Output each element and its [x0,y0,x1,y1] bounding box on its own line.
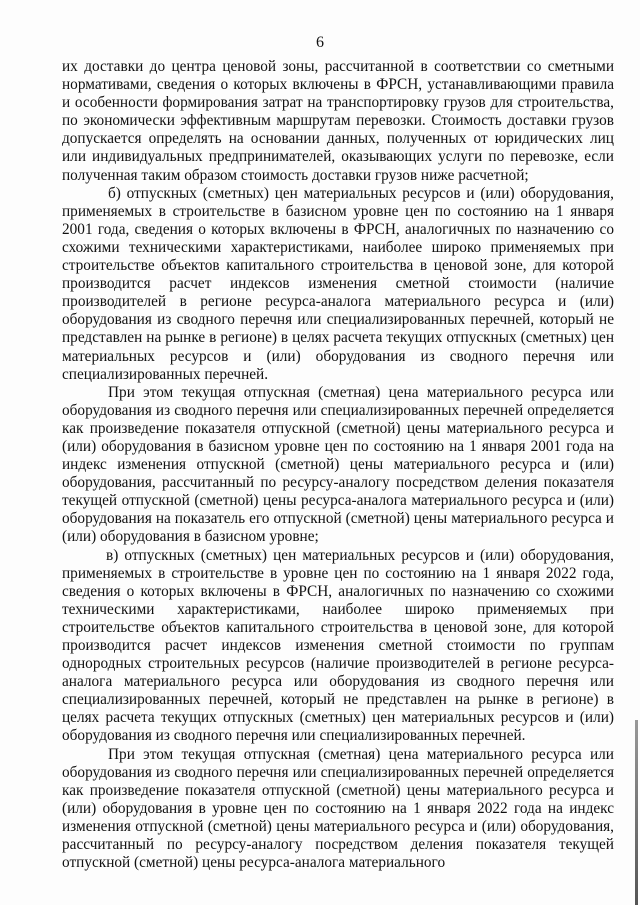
paragraph-note-b: При этом текущая отпускная (сметная) цена материального ресурса или оборудования из сводного перечня или специализированных перечней определяется как произведение показателя отпускной (сметной) цены материального ресурса и (или) оборудования в базисном уровне цен по состоянию на 1 января 2001 года на индекс изменения отпускной (сметной) цены материального ресурса и (или) оборудования, рассчитанный по ресурсу-аналогу посредством деления показателя текущей отпускной (сметной) цены ресурса-аналога материального ресурса и (или) оборудования на показатель его отпускной (сметной) цены материального ресурса и (или) оборудования в базисном уровне; [62,383,614,546]
page-number: 6 [316,34,324,51]
paragraph-item-v: в) отпускных (сметных) цен материальных ресурсов и (или) оборудования, применяемых в строительстве в уровне цен по состоянию на 1 января 2022 года, сведения о которых включены в ФРСН, аналогичных по назначению со схожими техническими характеристиками, наиболее широко применяемых при строительстве объектов капитального строительства в ценовой зоне, для которой производится расчет индексов изменения сметной стоимости по группам однородных строительных ресурсов (наличие производителей в регионе ресурса-аналога материального ресурса или оборудования из сводного перечня или специализированных перечней, который не представлен на рынке в регионе) в целях расчета текущих отпускных (сметных) цен материальных ресурсов и (или) оборудования из сводного перечня или специализированных перечней. [62,546,614,745]
paragraph-item-b: б) отпускных (сметных) цен материальных ресурсов и (или) оборудования, применяемых в строительстве в базисном уровне цен по состоянию на 1 января 2001 года, сведения о которых включены в ФРСН, аналогичных по назначению со схожими техническими характеристиками, наиболее широко применяемых при строительстве объектов капитального строительства в ценовой зоне, для которой производится расчет индексов изменения сметной стоимости (наличие производителей в регионе ресурса-аналога материального ресурса и (или) оборудования из сводного перечня или специализированных перечней, который не представлен на рынке в регионе) в целях расчета текущих отпускных (сметных) цен материальных ресурсов и (или) оборудования из сводного перечня или специализированных перечней. [62,184,614,383]
paragraph-continuation: их доставки до центра ценовой зоны, рассчитанной в соответствии со сметными нормативами, сведения о которых включены в ФРСН, устанавливающими правила и особенности формирования затрат на транспортировку грузов для строительства, по экономически эффективным маршрутам перевозки. Стоимость доставки грузов допускается определять на основании данных, полученных от юридических лиц или индивидуальных предпринимателей, оказывающих услуги по перевозке, если полученная таким образом стоимость доставки грузов ниже расчетной; [62,58,614,184]
document-body [62,58,614,872]
paragraph-note-v: При этом текущая отпускная (сметная) цена материального ресурса или оборудования из сводного перечня или специализированных перечней определяется как произведение показателя отпускной (сметной) цены материального ресурса и (или) оборудования в уровне цен по состоянию на 1 января 2022 года на индекс изменения отпускной (сметной) цены материального ресурса и (или) оборудования, рассчитанный по ресурсу-аналогу посредством деления показателя текущей отпускной (сметной) цены ресурса-аналога материального [62,745,614,872]
scan-edge-shadow [635,720,638,905]
